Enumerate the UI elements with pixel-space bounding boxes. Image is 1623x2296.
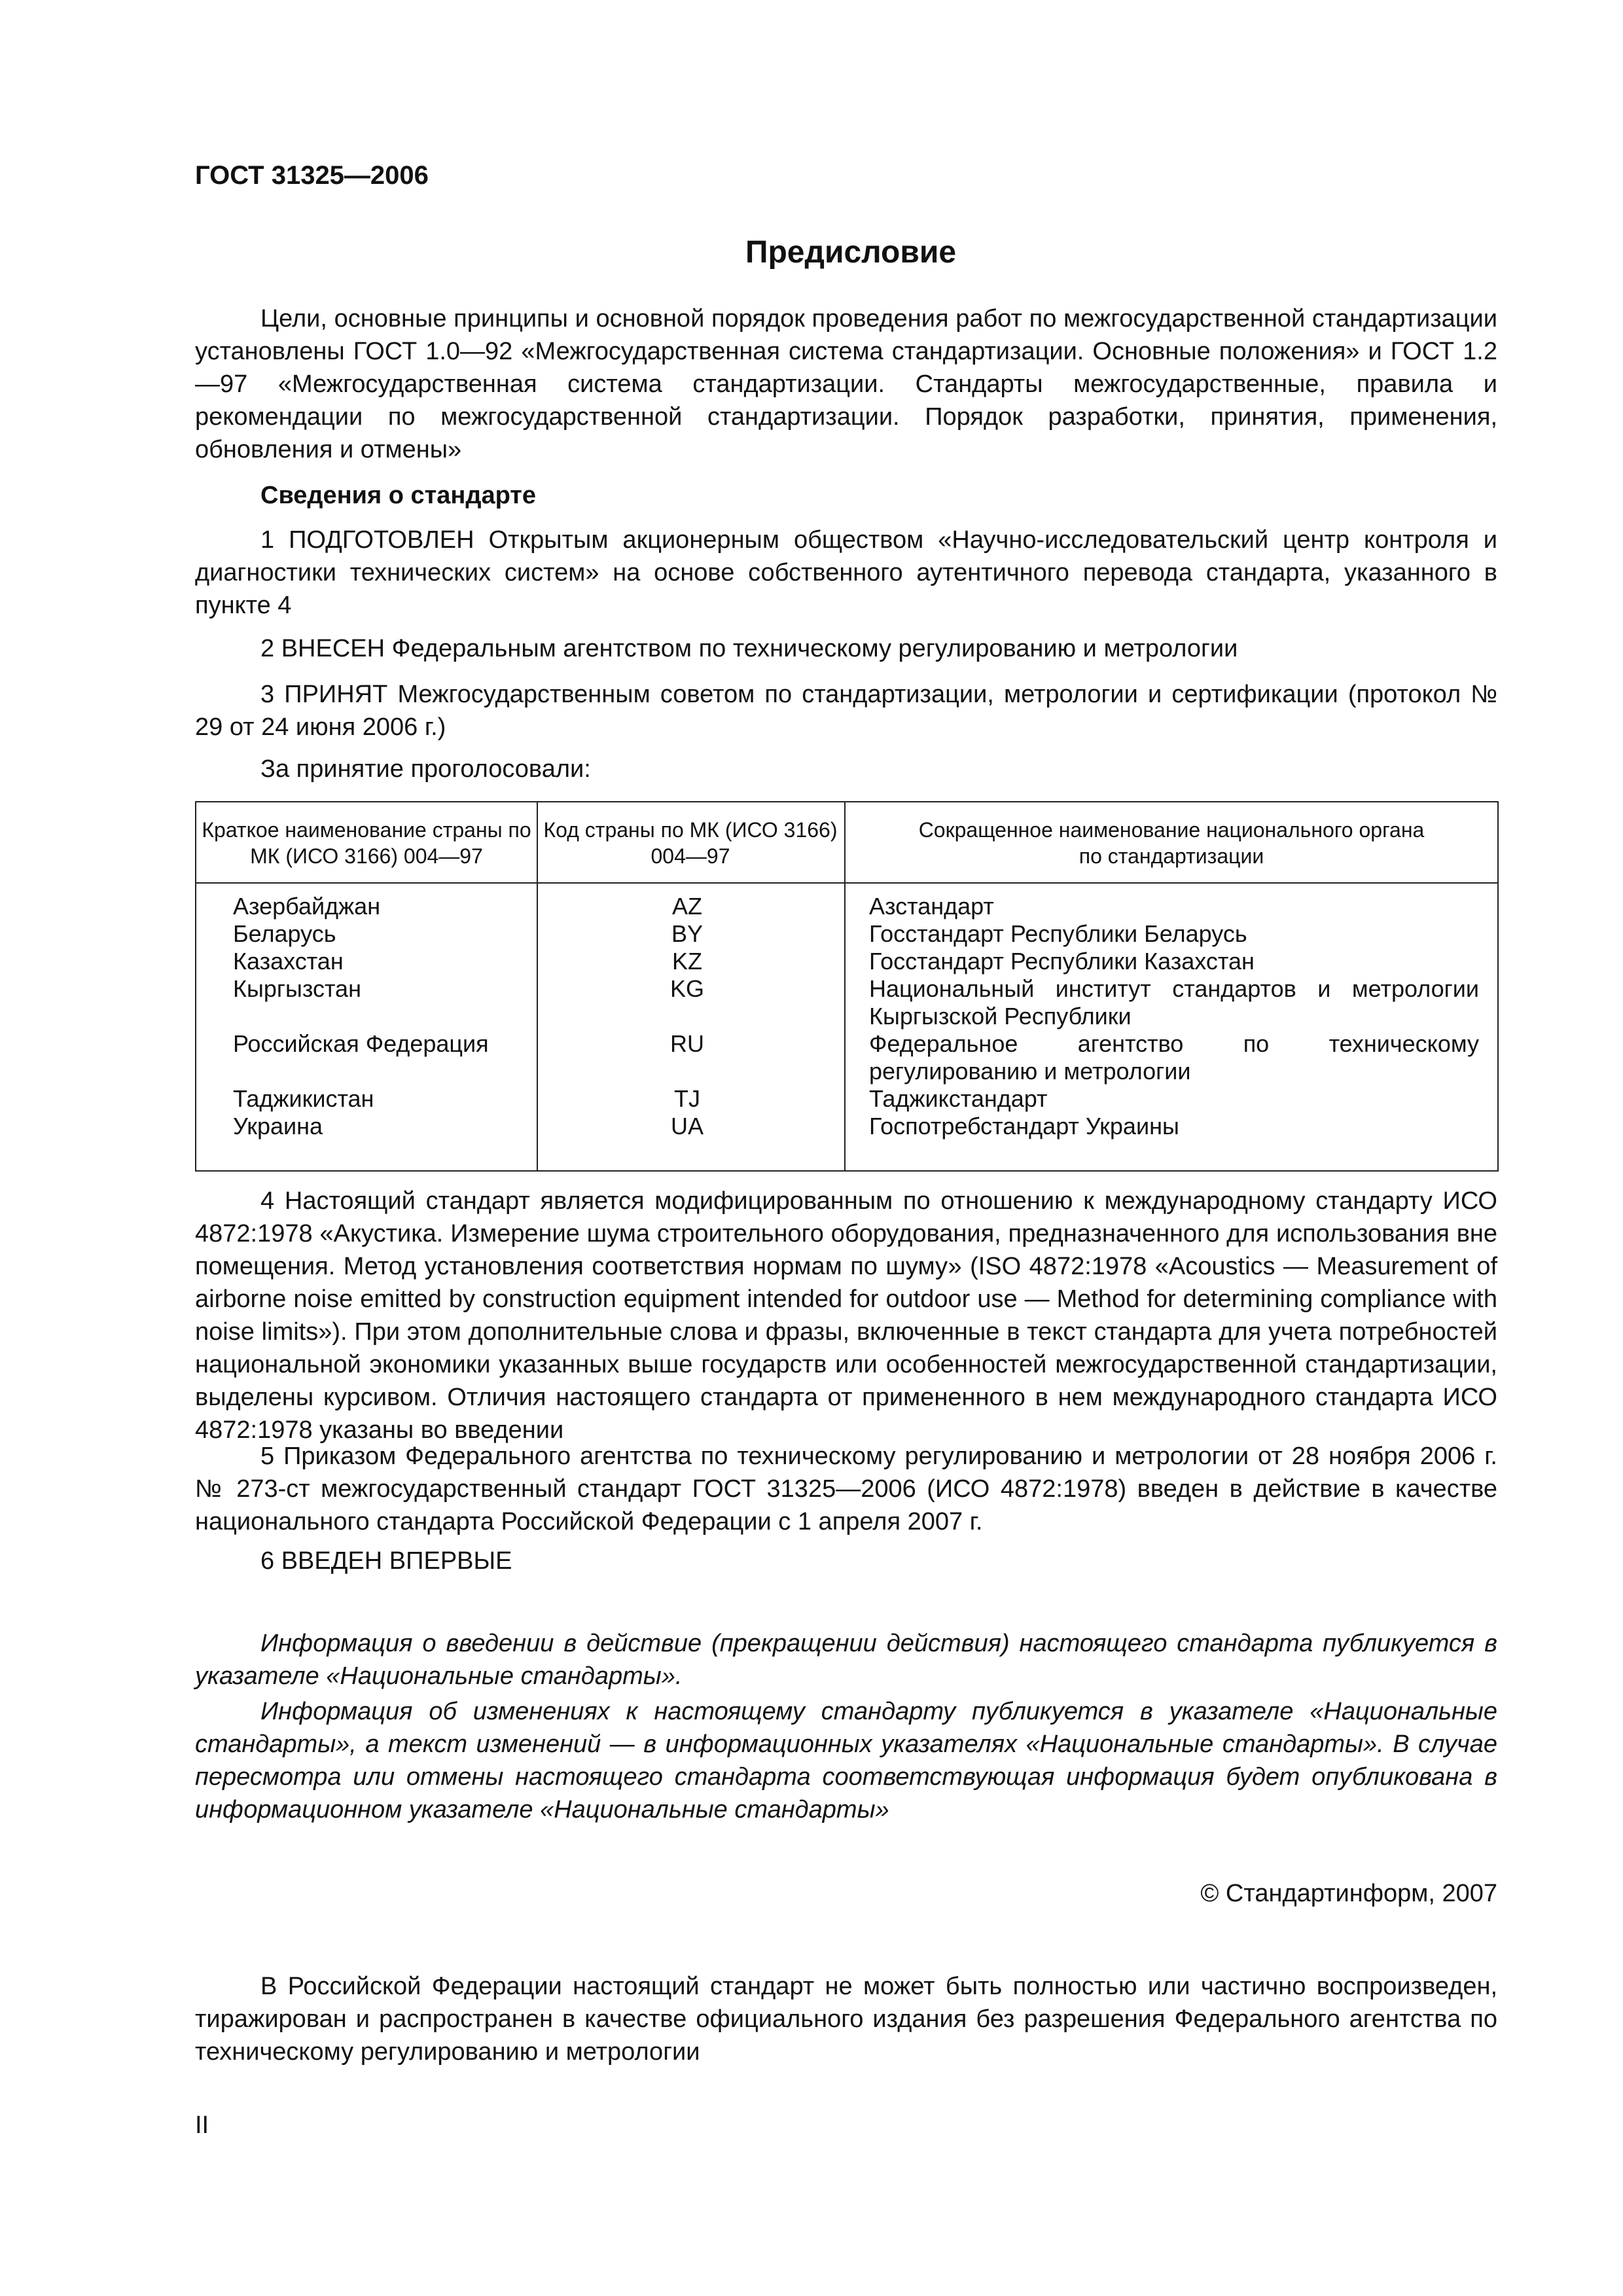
table-cell-body: Азстандарт — [869, 893, 994, 920]
table-cell-code: KG — [669, 975, 704, 1002]
item-2-paragraph: 2 ВНЕСЕН Федеральным агентством по техническому регулированию и метрологии — [260, 635, 1238, 662]
table-cell-body: Госпотребстандарт Украины — [869, 1113, 1179, 1139]
copyright-notice: © Стандартинформ, 2007 — [1200, 1880, 1497, 1907]
table-cell-code: UA — [670, 1113, 704, 1139]
table-cell-country: Азербайджан — [233, 893, 381, 920]
section-heading: Сведения о стандарте — [260, 482, 537, 509]
table-header-body: Сокращенное наименование национального органа по стандартизации — [918, 818, 1425, 868]
table-cell-country: Беларусь — [233, 920, 336, 947]
table-cell-body: Таджикстандарт — [869, 1085, 1048, 1112]
item-3-paragraph: 3 ПРИНЯТ Межгосударственным советом по стандартизации, метрологии и сертификации (протокол № 29 от 24 июня 2006 г.) — [195, 681, 1497, 741]
legal-notice: В Российской Федерации настоящий стандарт не может быть полностью или частично воспроизведен, тиражирован и распространен в качестве официального издания без разрешения Федерального агентства по техническому регулированию и метрологии — [195, 1973, 1497, 2066]
document-number: ГОСТ 31325—2006 — [195, 161, 429, 190]
item-6-paragraph: 6 ВВЕДЕН ВПЕРВЫЕ — [260, 1547, 512, 1575]
table-cell-country: Таджикистан — [233, 1085, 374, 1112]
page-title: Предисловие — [745, 235, 957, 270]
item-5-paragraph: 5 Приказом Федерального агентства по техническому регулированию и метрологии от 28 ноября 2006 г. № 273-ст межгосударственный стандарт ГОСТ 31325—2006 (ИСО 4872:1978) введен в действие в качестве национального стандарта Российской Федерации с 1 апреля 2007 г. — [195, 1443, 1497, 1535]
table-header-row — [196, 802, 1497, 884]
table-cell-body: Федеральное агентство по техническому регулированию и метрологии — [869, 1030, 1479, 1085]
vote-intro: За принятие проголосовали: — [260, 755, 591, 783]
table-cell-code: BY — [671, 920, 704, 947]
table-cell-code: KZ — [671, 948, 702, 975]
item-1-paragraph: 1 ПОДГОТОВЛЕН Открытым акционерным обществом «Научно-исследовательский центр контроля и диагностики технических систем» на основе собственного аутентичного перевода стандарта, указанного в пункте 4 — [195, 526, 1497, 619]
item-4-paragraph: 4 Настоящий стандарт является модифицированным по отношению к международному стандарту ИСО 4872:1978 «Акустика. Измерение шума строительного оборудования, предназначенного для использования вне помещения. Метод установления соответствия нормам по шуму» (ISO 4872:1978 «Acoustics — Measurement of airborne noise emitted by construction equipment intended for outdoor use — Method for determining compliance with noise limits»). При этом дополнительные слова и фразы, включенные в текст стандарта для учета потребностей национальной экономики указанных выше государств или особенностей межгосударственной стандартизации, выделены курсивом. Отличия настоящего стандарта от примененного в нем международного стандарта ИСО 4872:1978 указаны во введении — [195, 1187, 1497, 1444]
table-cell-country: Украина — [233, 1113, 323, 1139]
table-cell-body: Госстандарт Республики Казахстан — [869, 948, 1255, 975]
page-number: II — [195, 2111, 209, 2139]
table-cell-country: Российская Федерация — [233, 1030, 489, 1057]
table-cell-country: Казахстан — [233, 948, 344, 975]
table-cell-code: AZ — [671, 893, 702, 920]
table-cell-code: RU — [670, 1030, 704, 1057]
table-cell-body: Национальный институт стандартов и метрологии Кыргызской Республики — [869, 975, 1479, 1030]
info-paragraph-1: Информация о введении в действие (прекращении действия) настоящего стандарта публикуется в указателе «Национальные стандарты». — [195, 1630, 1497, 1690]
table-divider — [844, 802, 846, 1170]
table-header-code: Код страны по МК (ИСО 3166) 004—97 — [543, 818, 838, 868]
info-paragraph-2: Информация об изменениях к настоящему стандарту публикуется в указателе «Национальные стандарты», а текст изменений — в информационных указателях «Национальные стандарты». В случае пересмотра или отмены настоящего стандарта соответствующая информация будет опубликована в информационном указателе «Национальные стандарты» — [195, 1698, 1497, 1823]
intro-paragraph: Цели, основные принципы и основной порядок проведения работ по межгосударственной стандартизации установлены ГОСТ 1.0—92 «Межгосударственная система стандартизации. Основные положения» и ГОСТ 1.2—97 «Межгосударственная система стандартизации. Стандарты межгосударственные, правила и рекомендации по межгосударственной стандартизации. Порядок разработки, принятия, применения, обновления и отмены» — [195, 305, 1497, 463]
table-cell-code: TJ — [674, 1085, 700, 1112]
table-cell-body: Госстандарт Республики Беларусь — [869, 920, 1247, 947]
table-cell-country: Кыргызстан — [233, 975, 361, 1002]
voting-table — [195, 801, 1499, 1172]
table-header-country: Краткое наименование страны по МК (ИСО 3166) 004—97 — [202, 818, 531, 868]
